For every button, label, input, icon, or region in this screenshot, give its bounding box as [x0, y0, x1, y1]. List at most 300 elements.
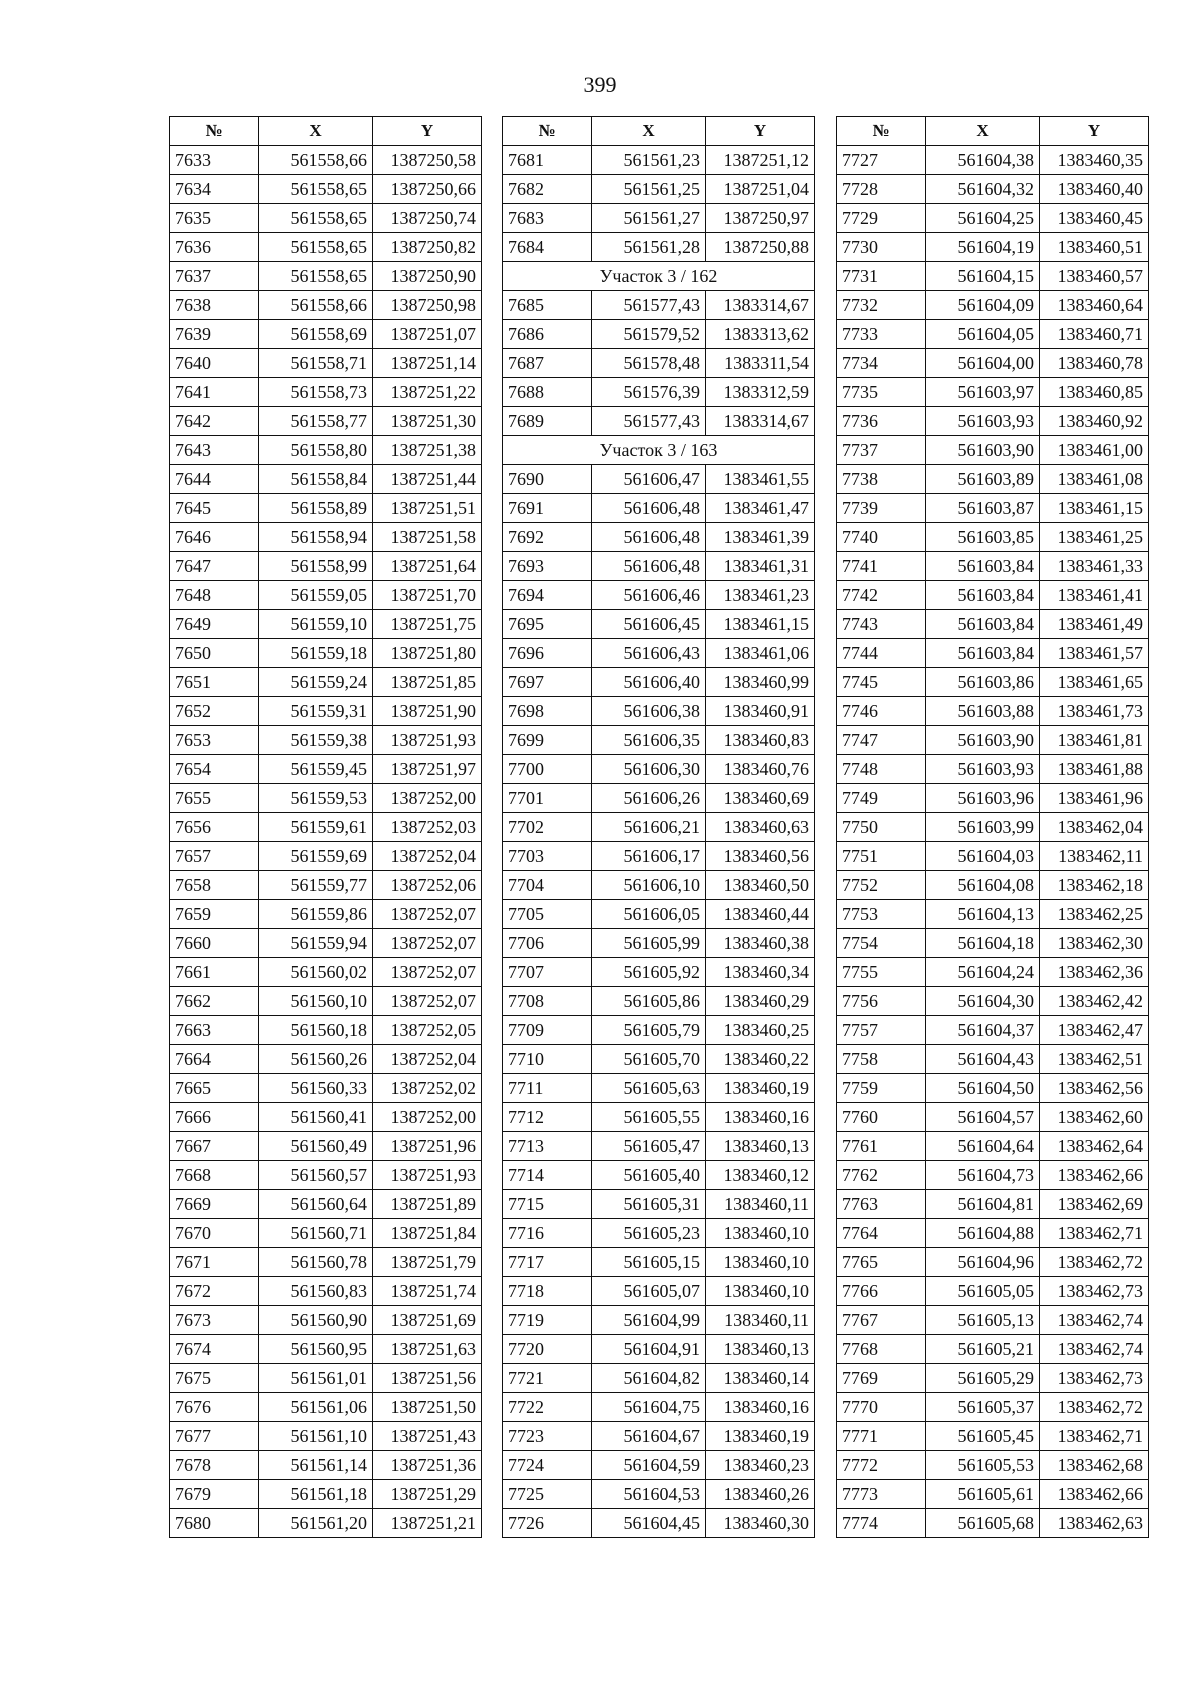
x-value: 561560,18 [259, 1016, 373, 1045]
y-value: 1387251,85 [373, 668, 482, 697]
table-row [170, 610, 482, 639]
point-number: 7691 [503, 494, 592, 523]
point-number: 7650 [170, 639, 259, 668]
x-value: 561604,03 [926, 842, 1040, 871]
point-number: 7718 [503, 1277, 592, 1306]
table-row [503, 1335, 815, 1364]
x-value: 561604,73 [926, 1161, 1040, 1190]
y-value: 1387251,04 [706, 175, 815, 204]
y-value: 1387251,07 [373, 320, 482, 349]
table-row [837, 1161, 1149, 1190]
table-row [170, 1045, 482, 1074]
y-value: 1383314,67 [706, 291, 815, 320]
point-number: 7722 [503, 1393, 592, 1422]
header-y: Y [706, 117, 815, 146]
y-value: 1383462,11 [1040, 842, 1149, 871]
point-number: 7699 [503, 726, 592, 755]
y-value: 1383462,51 [1040, 1045, 1149, 1074]
y-value: 1387251,97 [373, 755, 482, 784]
y-value: 1387250,58 [373, 146, 482, 175]
table-row [503, 349, 815, 378]
y-value: 1387251,79 [373, 1248, 482, 1277]
x-value: 561606,35 [592, 726, 706, 755]
point-number: 7679 [170, 1480, 259, 1509]
x-value: 561605,68 [926, 1509, 1040, 1538]
x-value: 561561,23 [592, 146, 706, 175]
y-value: 1383461,31 [706, 552, 815, 581]
x-value: 561561,28 [592, 233, 706, 262]
x-value: 561604,81 [926, 1190, 1040, 1219]
table-row [503, 900, 815, 929]
table-row [837, 1422, 1149, 1451]
table-row [503, 958, 815, 987]
x-value: 561558,65 [259, 204, 373, 233]
y-value: 1387251,14 [373, 349, 482, 378]
y-value: 1387252,03 [373, 813, 482, 842]
table-body [837, 146, 1149, 1538]
table-row [837, 1190, 1149, 1219]
table-row [837, 697, 1149, 726]
table-row [837, 378, 1149, 407]
y-value: 1383461,15 [1040, 494, 1149, 523]
point-number: 7728 [837, 175, 926, 204]
y-value: 1383462,69 [1040, 1190, 1149, 1219]
x-value: 561604,50 [926, 1074, 1040, 1103]
y-value: 1383460,25 [706, 1016, 815, 1045]
x-value: 561560,95 [259, 1335, 373, 1364]
table-row [837, 494, 1149, 523]
x-value: 561558,65 [259, 262, 373, 291]
point-number: 7658 [170, 871, 259, 900]
y-value: 1383460,13 [706, 1335, 815, 1364]
x-value: 561559,18 [259, 639, 373, 668]
x-value: 561605,92 [592, 958, 706, 987]
x-value: 561561,06 [259, 1393, 373, 1422]
y-value: 1383460,34 [706, 958, 815, 987]
x-value: 561604,96 [926, 1248, 1040, 1277]
table-row [170, 1306, 482, 1335]
x-value: 561560,49 [259, 1132, 373, 1161]
x-value: 561605,47 [592, 1132, 706, 1161]
x-value: 561559,69 [259, 842, 373, 871]
section-label: Участок 3 / 163 [503, 436, 815, 465]
x-value: 561558,89 [259, 494, 373, 523]
table-row [503, 1190, 815, 1219]
point-number: 7721 [503, 1364, 592, 1393]
point-number: 7726 [503, 1509, 592, 1538]
point-number: 7727 [837, 146, 926, 175]
x-value: 561577,43 [592, 291, 706, 320]
y-value: 1387251,93 [373, 726, 482, 755]
table-row [503, 929, 815, 958]
point-number: 7677 [170, 1422, 259, 1451]
header-number: № [170, 117, 259, 146]
table-row [170, 349, 482, 378]
table-row [837, 784, 1149, 813]
point-number: 7758 [837, 1045, 926, 1074]
x-value: 561605,31 [592, 1190, 706, 1219]
table-row [503, 378, 815, 407]
x-value: 561558,94 [259, 523, 373, 552]
point-number: 7671 [170, 1248, 259, 1277]
table-row [170, 639, 482, 668]
table-row [837, 987, 1149, 1016]
table-row [837, 1451, 1149, 1480]
table-row [170, 1219, 482, 1248]
y-value: 1383460,51 [1040, 233, 1149, 262]
y-value: 1383461,55 [706, 465, 815, 494]
table-row [170, 581, 482, 610]
table-row [503, 465, 815, 494]
x-value: 561604,82 [592, 1364, 706, 1393]
point-number: 7763 [837, 1190, 926, 1219]
y-value: 1387250,66 [373, 175, 482, 204]
table-row [170, 842, 482, 871]
table-row [837, 349, 1149, 378]
x-value: 561603,86 [926, 668, 1040, 697]
point-number: 7633 [170, 146, 259, 175]
point-number: 7706 [503, 929, 592, 958]
table-row [837, 407, 1149, 436]
x-value: 561606,05 [592, 900, 706, 929]
y-value: 1383460,99 [706, 668, 815, 697]
y-value: 1383461,96 [1040, 784, 1149, 813]
table-row [170, 929, 482, 958]
y-value: 1383462,47 [1040, 1016, 1149, 1045]
point-number: 7682 [503, 175, 592, 204]
y-value: 1383462,74 [1040, 1306, 1149, 1335]
point-number: 7662 [170, 987, 259, 1016]
y-value: 1383461,15 [706, 610, 815, 639]
y-value: 1383462,73 [1040, 1364, 1149, 1393]
x-value: 561604,75 [592, 1393, 706, 1422]
table-row [503, 291, 815, 320]
x-value: 561559,61 [259, 813, 373, 842]
section-row [503, 262, 815, 291]
table-row [170, 697, 482, 726]
point-number: 7713 [503, 1132, 592, 1161]
table-row [503, 1422, 815, 1451]
y-value: 1383460,12 [706, 1161, 815, 1190]
y-value: 1383462,63 [1040, 1509, 1149, 1538]
point-number: 7670 [170, 1219, 259, 1248]
header-y: Y [373, 117, 482, 146]
table-row [503, 581, 815, 610]
point-number: 7686 [503, 320, 592, 349]
table-row [503, 233, 815, 262]
x-value: 561558,99 [259, 552, 373, 581]
x-value: 561604,43 [926, 1045, 1040, 1074]
point-number: 7768 [837, 1335, 926, 1364]
point-number: 7717 [503, 1248, 592, 1277]
y-value: 1383461,88 [1040, 755, 1149, 784]
table-row [170, 262, 482, 291]
table-row [837, 523, 1149, 552]
y-value: 1383461,65 [1040, 668, 1149, 697]
y-value: 1387250,90 [373, 262, 482, 291]
point-number: 7766 [837, 1277, 926, 1306]
x-value: 561560,71 [259, 1219, 373, 1248]
point-number: 7723 [503, 1422, 592, 1451]
x-value: 561604,59 [592, 1451, 706, 1480]
x-value: 561603,84 [926, 581, 1040, 610]
point-number: 7676 [170, 1393, 259, 1422]
y-value: 1383462,68 [1040, 1451, 1149, 1480]
y-value: 1383460,78 [1040, 349, 1149, 378]
point-number: 7635 [170, 204, 259, 233]
table-row [837, 262, 1149, 291]
point-number: 7733 [837, 320, 926, 349]
x-value: 561577,43 [592, 407, 706, 436]
table-row [170, 233, 482, 262]
point-number: 7655 [170, 784, 259, 813]
y-value: 1387251,44 [373, 465, 482, 494]
x-value: 561558,65 [259, 175, 373, 204]
table-row [837, 146, 1149, 175]
point-number: 7739 [837, 494, 926, 523]
table-row [837, 291, 1149, 320]
point-number: 7680 [170, 1509, 259, 1538]
x-value: 561559,31 [259, 697, 373, 726]
y-value: 1383461,49 [1040, 610, 1149, 639]
y-value: 1387251,75 [373, 610, 482, 639]
point-number: 7672 [170, 1277, 259, 1306]
point-number: 7753 [837, 900, 926, 929]
y-value: 1383460,69 [706, 784, 815, 813]
table-row [837, 610, 1149, 639]
x-value: 561604,38 [926, 146, 1040, 175]
point-number: 7731 [837, 262, 926, 291]
x-value: 561604,57 [926, 1103, 1040, 1132]
point-number: 7716 [503, 1219, 592, 1248]
table-row [503, 755, 815, 784]
y-value: 1383460,22 [706, 1045, 815, 1074]
x-value: 561561,18 [259, 1480, 373, 1509]
table-row [503, 1016, 815, 1045]
x-value: 561606,30 [592, 755, 706, 784]
y-value: 1387251,12 [706, 146, 815, 175]
x-value: 561604,09 [926, 291, 1040, 320]
point-number: 7773 [837, 1480, 926, 1509]
point-number: 7673 [170, 1306, 259, 1335]
point-number: 7751 [837, 842, 926, 871]
x-value: 561559,05 [259, 581, 373, 610]
point-number: 7697 [503, 668, 592, 697]
x-value: 561606,17 [592, 842, 706, 871]
point-number: 7746 [837, 697, 926, 726]
point-number: 7759 [837, 1074, 926, 1103]
y-value: 1387251,30 [373, 407, 482, 436]
point-number: 7695 [503, 610, 592, 639]
y-value: 1383462,60 [1040, 1103, 1149, 1132]
x-value: 561603,88 [926, 697, 1040, 726]
point-number: 7736 [837, 407, 926, 436]
y-value: 1383460,50 [706, 871, 815, 900]
x-value: 561604,25 [926, 204, 1040, 233]
point-number: 7730 [837, 233, 926, 262]
x-value: 561605,15 [592, 1248, 706, 1277]
table-row [170, 726, 482, 755]
point-number: 7688 [503, 378, 592, 407]
table-row [503, 175, 815, 204]
table-row [170, 958, 482, 987]
y-value: 1383460,76 [706, 755, 815, 784]
table-row [170, 987, 482, 1016]
table-row [503, 987, 815, 1016]
y-value: 1387251,70 [373, 581, 482, 610]
table-row [837, 668, 1149, 697]
x-value: 561604,64 [926, 1132, 1040, 1161]
x-value: 561560,78 [259, 1248, 373, 1277]
point-number: 7693 [503, 552, 592, 581]
table-row [837, 842, 1149, 871]
point-number: 7638 [170, 291, 259, 320]
point-number: 7770 [837, 1393, 926, 1422]
x-value: 561604,91 [592, 1335, 706, 1364]
x-value: 561606,38 [592, 697, 706, 726]
x-value: 561605,61 [926, 1480, 1040, 1509]
point-number: 7692 [503, 523, 592, 552]
point-number: 7649 [170, 610, 259, 639]
y-value: 1387251,64 [373, 552, 482, 581]
y-value: 1383460,16 [706, 1103, 815, 1132]
table-row [503, 1161, 815, 1190]
table-row [503, 842, 815, 871]
x-value: 561560,10 [259, 987, 373, 1016]
point-number: 7656 [170, 813, 259, 842]
table-row [837, 871, 1149, 900]
y-value: 1383460,35 [1040, 146, 1149, 175]
table-row [503, 1393, 815, 1422]
x-value: 561559,38 [259, 726, 373, 755]
table-row [170, 378, 482, 407]
table-row [170, 1364, 482, 1393]
table-row [503, 1045, 815, 1074]
table-row [170, 552, 482, 581]
y-value: 1383460,91 [706, 697, 815, 726]
y-value: 1383461,81 [1040, 726, 1149, 755]
y-value: 1383461,08 [1040, 465, 1149, 494]
x-value: 561604,45 [592, 1509, 706, 1538]
table-row [837, 639, 1149, 668]
table-row [503, 494, 815, 523]
table-row [503, 610, 815, 639]
table-row [837, 1045, 1149, 1074]
x-value: 561561,27 [592, 204, 706, 233]
y-value: 1383460,19 [706, 1074, 815, 1103]
point-number: 7683 [503, 204, 592, 233]
x-value: 561604,53 [592, 1480, 706, 1509]
x-value: 561606,48 [592, 494, 706, 523]
y-value: 1383460,30 [706, 1509, 815, 1538]
point-number: 7648 [170, 581, 259, 610]
table-row [170, 1393, 482, 1422]
x-value: 561604,67 [592, 1422, 706, 1451]
y-value: 1383460,14 [706, 1364, 815, 1393]
x-value: 561603,90 [926, 436, 1040, 465]
header-y: Y [1040, 117, 1149, 146]
x-value: 561605,13 [926, 1306, 1040, 1335]
point-number: 7715 [503, 1190, 592, 1219]
point-number: 7747 [837, 726, 926, 755]
x-value: 561603,93 [926, 407, 1040, 436]
point-number: 7684 [503, 233, 592, 262]
table-row [503, 1480, 815, 1509]
point-number: 7756 [837, 987, 926, 1016]
y-value: 1387251,74 [373, 1277, 482, 1306]
y-value: 1387251,58 [373, 523, 482, 552]
x-value: 561604,37 [926, 1016, 1040, 1045]
x-value: 561604,24 [926, 958, 1040, 987]
point-number: 7653 [170, 726, 259, 755]
point-number: 7674 [170, 1335, 259, 1364]
x-value: 561605,07 [592, 1277, 706, 1306]
point-number: 7696 [503, 639, 592, 668]
x-value: 561558,77 [259, 407, 373, 436]
x-value: 561560,64 [259, 1190, 373, 1219]
table-row [170, 1103, 482, 1132]
table-row [837, 1335, 1149, 1364]
x-value: 561603,90 [926, 726, 1040, 755]
y-value: 1387251,22 [373, 378, 482, 407]
point-number: 7735 [837, 378, 926, 407]
coordinates-table-2 [502, 116, 815, 1538]
x-value: 561604,30 [926, 987, 1040, 1016]
point-number: 7749 [837, 784, 926, 813]
x-value: 561560,83 [259, 1277, 373, 1306]
x-value: 561603,84 [926, 610, 1040, 639]
point-number: 7642 [170, 407, 259, 436]
y-value: 1387251,29 [373, 1480, 482, 1509]
y-value: 1383462,66 [1040, 1480, 1149, 1509]
table-row [170, 1161, 482, 1190]
point-number: 7689 [503, 407, 592, 436]
x-value: 561561,01 [259, 1364, 373, 1393]
y-value: 1383460,10 [706, 1277, 815, 1306]
x-value: 561560,02 [259, 958, 373, 987]
point-number: 7711 [503, 1074, 592, 1103]
point-number: 7690 [503, 465, 592, 494]
y-value: 1387252,07 [373, 987, 482, 1016]
x-value: 561560,57 [259, 1161, 373, 1190]
table-row [503, 668, 815, 697]
point-number: 7748 [837, 755, 926, 784]
y-value: 1383461,06 [706, 639, 815, 668]
y-value: 1387250,74 [373, 204, 482, 233]
y-value: 1383460,13 [706, 1132, 815, 1161]
x-value: 561560,26 [259, 1045, 373, 1074]
header-number: № [503, 117, 592, 146]
point-number: 7705 [503, 900, 592, 929]
y-value: 1387251,84 [373, 1219, 482, 1248]
x-value: 561558,71 [259, 349, 373, 378]
table-row [503, 1103, 815, 1132]
point-number: 7767 [837, 1306, 926, 1335]
y-value: 1387251,93 [373, 1161, 482, 1190]
point-number: 7698 [503, 697, 592, 726]
y-value: 1383462,71 [1040, 1422, 1149, 1451]
point-number: 7765 [837, 1248, 926, 1277]
header-x: X [592, 117, 706, 146]
y-value: 1387251,69 [373, 1306, 482, 1335]
x-value: 561605,37 [926, 1393, 1040, 1422]
y-value: 1383460,57 [1040, 262, 1149, 291]
x-value: 561603,93 [926, 755, 1040, 784]
x-value: 561558,84 [259, 465, 373, 494]
point-number: 7774 [837, 1509, 926, 1538]
x-value: 561604,05 [926, 320, 1040, 349]
x-value: 561603,87 [926, 494, 1040, 523]
